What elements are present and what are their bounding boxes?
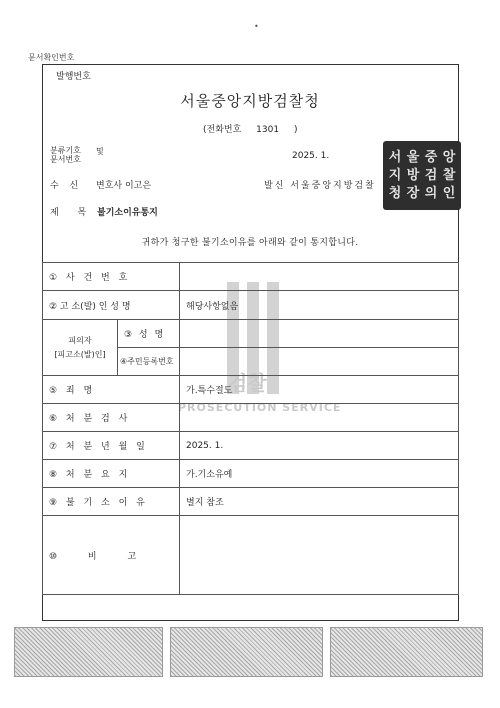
seal-character: 울 — [406, 149, 420, 165]
rrn-value — [180, 348, 459, 376]
suspect-label-line2: [피고소(발)인] — [54, 349, 106, 359]
document-date: 2025. 1. — [292, 151, 330, 161]
table-row — [43, 488, 459, 516]
table-row — [43, 460, 459, 488]
case-number-value — [180, 263, 459, 291]
disposition-date-value: 2025. 1. — [180, 432, 459, 460]
crime-value: 가.특수절도 — [180, 376, 459, 404]
security-pattern-left — [14, 627, 163, 677]
table-row — [43, 376, 459, 404]
remarks-value — [180, 516, 459, 595]
prosecutor-label: ⑥ 처 분 검 사 — [43, 404, 180, 432]
subject-label: 제 목 — [50, 208, 95, 218]
classification-and: 및 — [96, 147, 104, 156]
sender-label-text: 발신 — [264, 181, 286, 191]
suspect-label — [43, 320, 118, 376]
seal-character: 찰 — [442, 167, 456, 183]
table-row — [43, 263, 459, 291]
watermark-text-en: PROSECUTION SERVICE — [178, 401, 342, 414]
security-pattern-right — [330, 627, 483, 677]
seal-character: 인 — [442, 185, 456, 201]
seal-character: 서 — [388, 149, 402, 165]
recipient-value: 변호사 이고은 — [96, 181, 152, 191]
name-value — [180, 320, 459, 348]
office-title: 서울중앙지방검찰청 — [180, 92, 320, 110]
phone-label: (전화번호 — [203, 125, 242, 135]
complainant-label: ② 고 소(발) 인 성 명 — [43, 291, 180, 320]
disposition-summary-label: ⑧ 처 분 요 지 — [43, 460, 180, 488]
table-row — [43, 516, 459, 595]
notice-form-table — [42, 262, 459, 595]
reason-label: ⑨ 불 기 소 이 유 — [43, 488, 180, 516]
disposition-summary-value: 가.기소유예 — [180, 460, 459, 488]
rrn-label: ④주민등록번호 — [118, 348, 180, 376]
seal-character: 지 — [388, 167, 402, 183]
table-row — [43, 291, 459, 320]
recipient-label: 수 신 — [50, 181, 83, 191]
seal-character: 의 — [424, 185, 438, 201]
subject-value: 불기소이유통지 — [97, 208, 158, 218]
sender-value: 서울중앙지방검찰 — [290, 181, 376, 191]
seal-character: 앙 — [442, 149, 456, 165]
prosecutor-value — [180, 404, 459, 432]
seal-character: 중 — [424, 149, 438, 165]
phone-number: 1301 — [256, 125, 280, 135]
table-row — [43, 404, 459, 432]
classification-label-line2: 문서번호 — [50, 155, 81, 164]
table-row — [43, 320, 459, 348]
doc-confirm-number-label: 문서확인번호 — [28, 53, 75, 62]
phone-close: ) — [293, 125, 298, 135]
remarks-label: ⑩ 비 고 — [43, 516, 180, 595]
official-seal — [383, 141, 461, 210]
classification-label — [50, 146, 81, 164]
scan-mark: • — [254, 22, 259, 31]
seal-character: 청 — [388, 185, 402, 201]
issue-number-label: 발행번호 — [56, 72, 91, 82]
watermark-text-ko: 검찰 — [228, 371, 267, 395]
phone-row — [203, 122, 309, 135]
seal-character: 장 — [406, 185, 420, 201]
case-number-label: ① 사 건 번 호 — [43, 263, 180, 291]
disposition-date-label: ⑦ 처 분 년 월 일 — [43, 432, 180, 460]
notice-text: 귀하가 청구한 불기소이유를 아래와 같이 통지합니다. — [141, 238, 359, 248]
reason-value: 별지 참조 — [180, 488, 459, 516]
crime-label: ⑤ 죄 명 — [43, 376, 180, 404]
security-pattern-middle — [170, 627, 323, 677]
sender-label — [264, 178, 376, 191]
seal-character: 방 — [406, 167, 420, 183]
complainant-value: 해당사항없음 — [180, 291, 459, 320]
classification-label-line1: 분류기호 — [50, 146, 81, 155]
table-row — [43, 432, 459, 460]
name-label: ③ 성 명 — [118, 320, 180, 348]
seal-character: 검 — [424, 167, 438, 183]
suspect-label-line1: 피의자 — [68, 335, 92, 345]
